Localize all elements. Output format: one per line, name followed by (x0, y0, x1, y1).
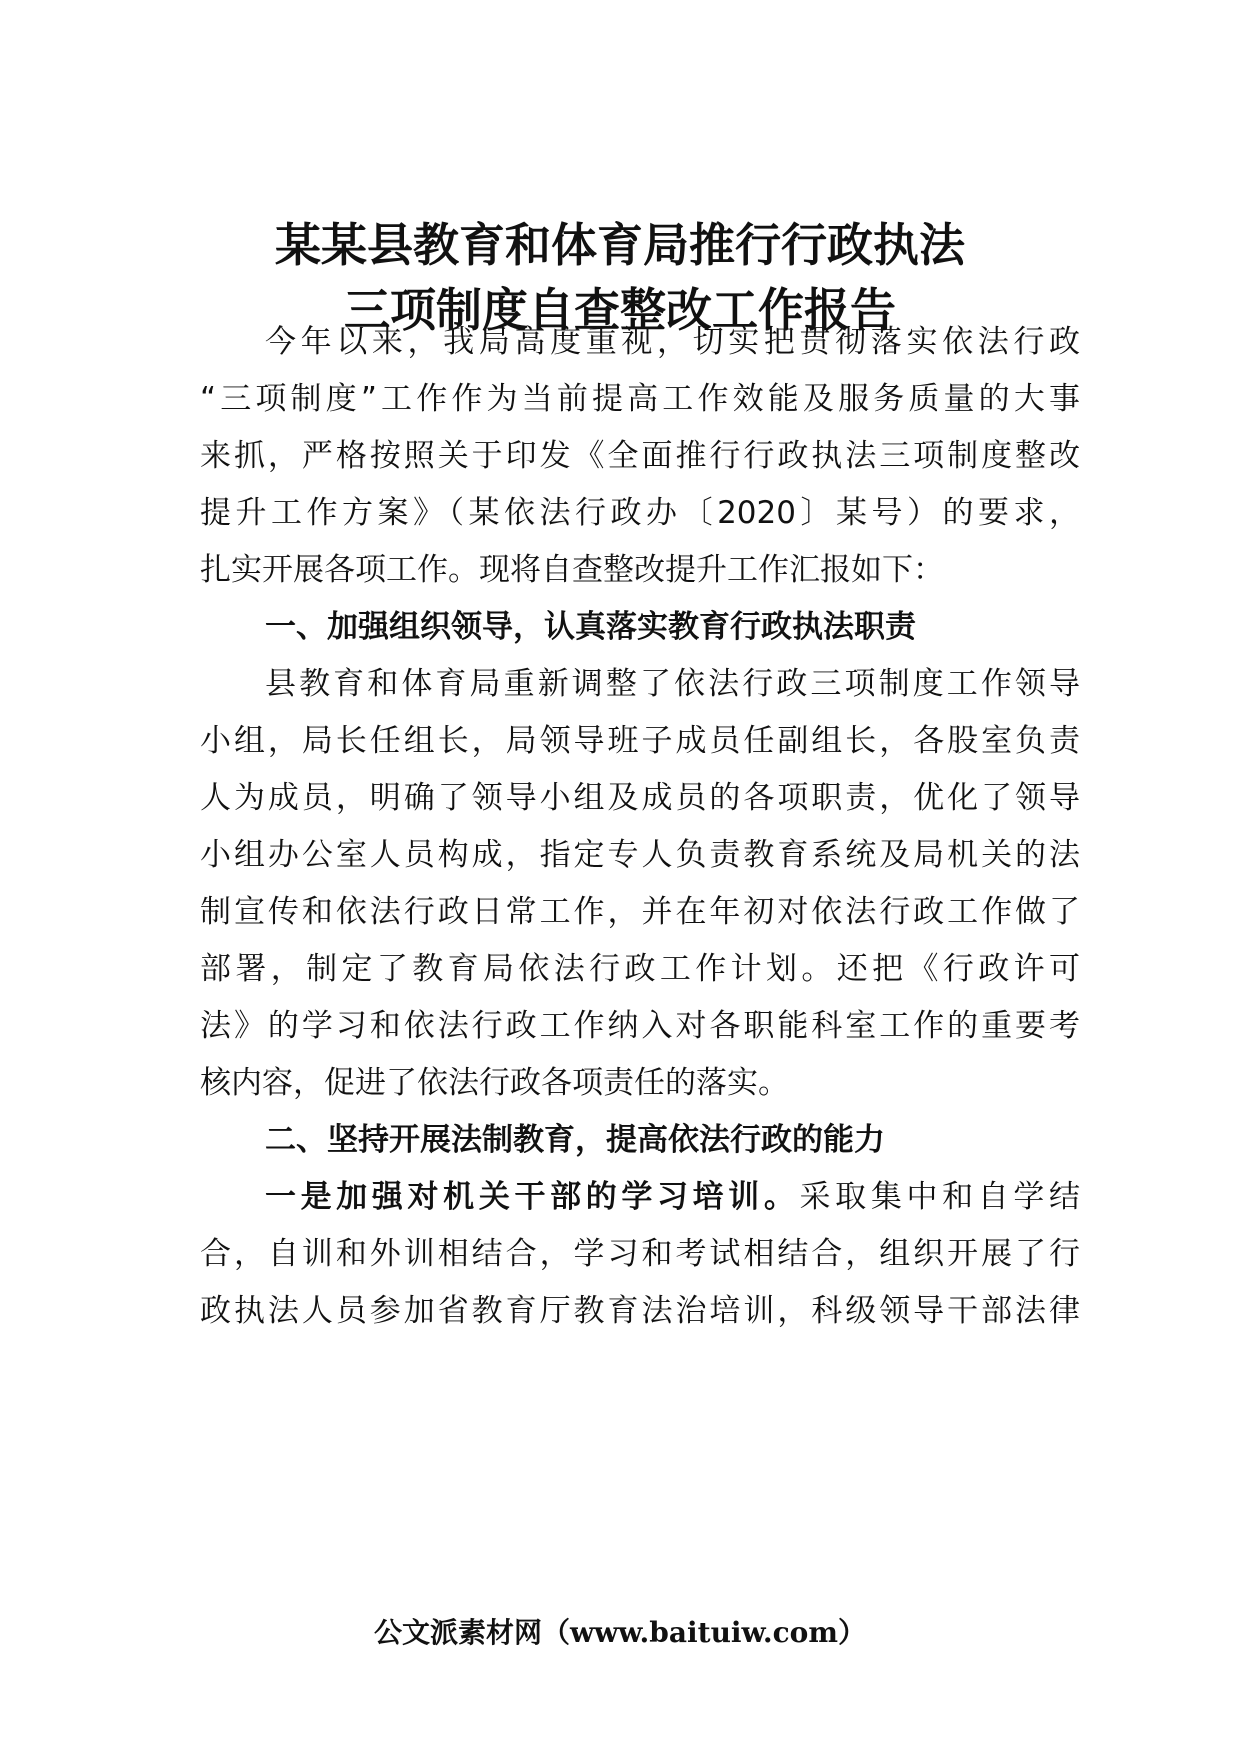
section-2-point-1-line (265, 1175, 1080, 1219)
section-1-line-7: 法》的学习和依法行政工作纳入对各职能科室工作的重要考 (200, 1008, 1080, 1044)
section-1-line-3: 人为成员，明确了领导小组及成员的各项职责，优化了领导 (200, 780, 1080, 816)
section-2-line-2: 合，自训和外训相结合，学习和考试相结合，组织开展了行 (200, 1236, 1080, 1272)
section-1-heading: 一、加强组织领导，认真落实教育行政执法职责 (265, 609, 916, 645)
section-2-point-1-text: 采取集中和自学结 (799, 1179, 1081, 1215)
section-2-point-1-lead: 一是加强对机关干部的学习培训。 (265, 1179, 800, 1215)
footer-source-text: 公文派素材网（www.baituiw.com） (374, 1616, 866, 1649)
section-1-line-6: 部署，制定了教育局依法行政工作计划。还把《行政许可 (200, 951, 1080, 987)
section-1-line-1: 县教育和体育局重新调整了依法行政三项制度工作领导 (265, 666, 1080, 702)
section-1-line-8: 核内容，促进了依法行政各项责任的落实。 (200, 1065, 789, 1101)
intro-line-5: 扎实开展各项工作。现将自查整改提升工作汇报如下： (200, 552, 944, 588)
section-1-line-2: 小组，局长任组长，局领导班子成员任副组长，各股室负责 (200, 723, 1080, 759)
section-2-line-3: 政执法人员参加省教育厅教育法治培训，科级领导干部法律 (200, 1293, 1080, 1329)
section-1-line-5: 制宣传和依法行政日常工作，并在年初对依法行政工作做了 (200, 894, 1080, 930)
intro-line-1: 今年以来，我局高度重视，切实把贯彻落实依法行政 (265, 324, 1080, 360)
intro-line-3: 来抓，严格按照关于印发《全面推行行政执法三项制度整改 (200, 438, 1080, 474)
document-title-line-1: 某某县教育和体育局推行行政执法 (275, 218, 965, 272)
intro-line-4: 提升工作方案》（某依法行政办〔2020〕某号）的要求， (200, 495, 1080, 531)
section-2-heading: 二、坚持开展法制教育，提高依法行政的能力 (265, 1122, 885, 1158)
document-title-line-2: 三项制度自查整改工作报告 (344, 283, 896, 337)
intro-line-2: “三项制度”工作作为当前提高工作效能及服务质量的大事 (200, 381, 1080, 417)
section-1-line-4: 小组办公室人员构成，指定专人负责教育系统及局机关的法 (200, 837, 1080, 873)
